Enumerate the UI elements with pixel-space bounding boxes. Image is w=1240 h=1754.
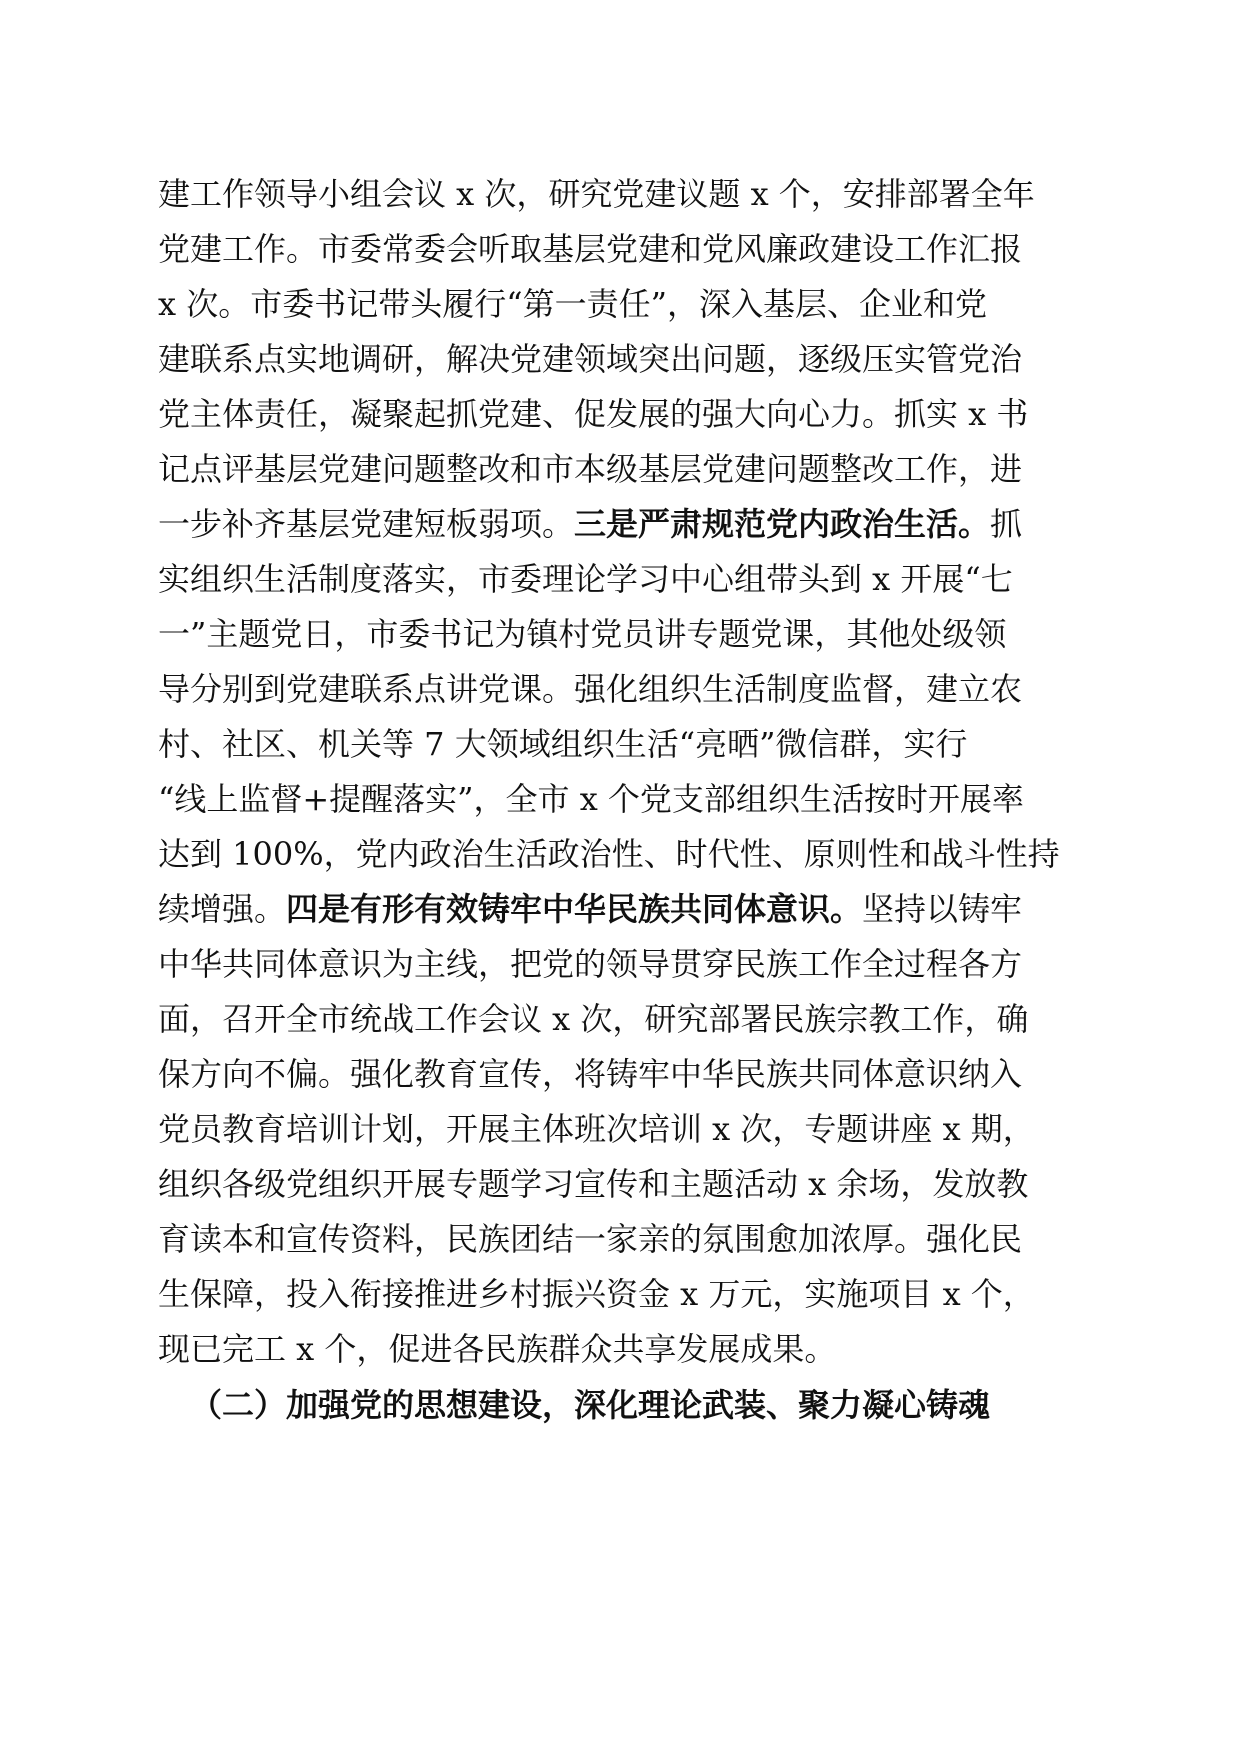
text-run: 续增强。 bbox=[158, 890, 287, 928]
body-text-line bbox=[158, 724, 967, 764]
text-run: “线上监督+提醒落实”，全市 x 个党支部组织生活按时开展率 bbox=[158, 780, 1024, 818]
body-text-line bbox=[158, 1329, 836, 1369]
bold-lead-phrase: 四是有形有效铸牢中华民族共同体意识。 bbox=[286, 890, 863, 928]
body-text-line bbox=[158, 669, 1022, 709]
text-run: 达到 100%，党内政治生活政治性、时代性、原则性和战斗性持 bbox=[158, 835, 1060, 873]
body-text-line bbox=[158, 944, 1022, 984]
text-run: 保方向不偏。强化教育宣传，将铸牢中华民族共同体意识纳入 bbox=[158, 1055, 1023, 1093]
text-run: x 次。市委书记带头履行“第一责任”，深入基层、企业和党 bbox=[158, 285, 987, 323]
body-text-line bbox=[158, 284, 987, 324]
text-run: 抓 bbox=[990, 505, 1023, 543]
body-text-line bbox=[158, 449, 1022, 489]
body-text-line bbox=[158, 999, 1028, 1039]
text-run: 党建工作。市委常委会听取基层党建和党风廉政建设工作汇报 bbox=[158, 230, 1023, 268]
text-run: 组织各级党组织开展专题学习宣传和主题活动 x 余场，发放教 bbox=[158, 1165, 1029, 1203]
text-run: 面，召开全市统战工作会议 x 次，研究部署民族宗教工作，确 bbox=[158, 1000, 1029, 1038]
text-run: 一步补齐基层党建短板弱项。 bbox=[158, 505, 575, 543]
body-text-line bbox=[158, 1054, 1022, 1094]
body-text-line bbox=[158, 1274, 1035, 1314]
text-run: 现已完工 x 个，促进各民族群众共享发展成果。 bbox=[158, 1330, 837, 1368]
text-run: 一”主题党日，市委书记为镇村党员讲专题党课，其他处级领 bbox=[158, 615, 1007, 653]
text-run: 导分别到党建联系点讲党课。强化组织生活制度监督，建立农 bbox=[158, 670, 1023, 708]
text-run: 建工作领导小组会议 x 次，研究党建议题 x 个，安排部署全年 bbox=[158, 175, 1035, 213]
text-run: 生保障，投入衔接推进乡村振兴资金 x 万元，实施项目 x 个， bbox=[158, 1275, 1035, 1313]
body-text-line bbox=[158, 1164, 1028, 1204]
text-run: 中华共同体意识为主线，把党的领导贯穿民族工作全过程各方 bbox=[158, 945, 1023, 983]
text-run: 村、社区、机关等 7 大领域组织生活“亮晒”微信群，实行 bbox=[158, 725, 968, 763]
text-run: 育读本和宣传资料，民族团结一家亲的氛围愈加浓厚。强化民 bbox=[158, 1220, 1023, 1258]
body-text-line bbox=[158, 174, 1035, 214]
body-text-line bbox=[158, 614, 1006, 654]
body-text-line bbox=[158, 1219, 1022, 1259]
text-run: 党主体责任，凝聚起抓党建、促发展的强大向心力。抓实 x 书 bbox=[158, 395, 1029, 433]
body-text-line bbox=[158, 339, 1022, 379]
body-text-line bbox=[158, 779, 1024, 819]
body-text-line bbox=[158, 394, 1028, 434]
body-text-line bbox=[158, 1109, 1035, 1149]
body-text-line bbox=[158, 834, 1060, 874]
body-text-line bbox=[158, 559, 1013, 599]
text-run: 实组织生活制度落实，市委理论学习中心组带头到 x 开展“七 bbox=[158, 560, 1013, 598]
text-run: 党员教育培训计划，开展主体班次培训 x 次，专题讲座 x 期， bbox=[158, 1110, 1035, 1148]
section-heading: （二）加强党的思想建设，深化理论武装、聚力凝心铸魂 bbox=[190, 1386, 991, 1424]
body-text-line bbox=[158, 889, 1022, 929]
text-run: 建联系点实地调研，解决党建领域突出问题，逐级压实管党治 bbox=[158, 340, 1023, 378]
text-run: 坚持以铸牢 bbox=[862, 890, 1023, 928]
body-text-line bbox=[158, 504, 1022, 544]
body-text-line bbox=[158, 229, 1022, 269]
bold-lead-phrase: 三是严肃规范党内政治生活。 bbox=[574, 505, 991, 543]
text-run: 记点评基层党建问题整改和市本级基层党建问题整改工作，进 bbox=[158, 450, 1023, 488]
